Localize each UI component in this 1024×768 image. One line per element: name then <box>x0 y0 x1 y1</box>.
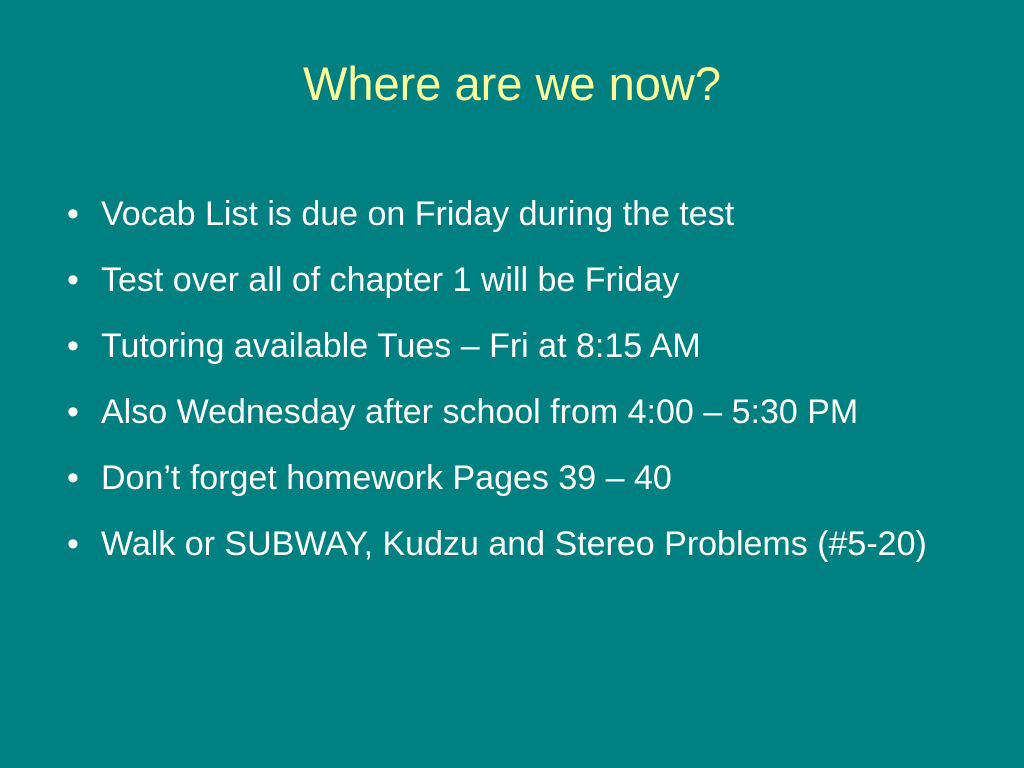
bullet-list <box>58 189 958 585</box>
bullet-text: Vocab List is due on Friday during the test <box>101 195 735 233</box>
bullet-icon: • <box>67 525 79 563</box>
bullet-item <box>58 387 958 438</box>
bullet-item <box>58 453 958 504</box>
bullet-item <box>58 189 958 240</box>
bullet-text: Also Wednesday after school from 4:00 – 5:30 PM <box>101 393 859 431</box>
bullet-icon: • <box>67 327 79 365</box>
bullet-item <box>58 321 958 372</box>
bullet-item <box>58 255 958 306</box>
bullet-text: Tutoring available Tues – Fri at 8:15 AM <box>101 327 701 365</box>
bullet-icon: • <box>67 393 79 431</box>
bullet-icon: • <box>67 195 79 233</box>
bullet-item <box>58 519 958 570</box>
bullet-text: Test over all of chapter 1 will be Friday <box>101 261 680 299</box>
bullet-text: Don’t forget homework Pages 39 – 40 <box>101 459 672 497</box>
bullet-icon: • <box>67 261 79 299</box>
slide-title: Where are we now? <box>303 57 721 110</box>
bullet-text: Walk or SUBWAY, Kudzu and Stereo Problems (#5-20) <box>101 525 927 563</box>
bullet-icon: • <box>67 459 79 497</box>
